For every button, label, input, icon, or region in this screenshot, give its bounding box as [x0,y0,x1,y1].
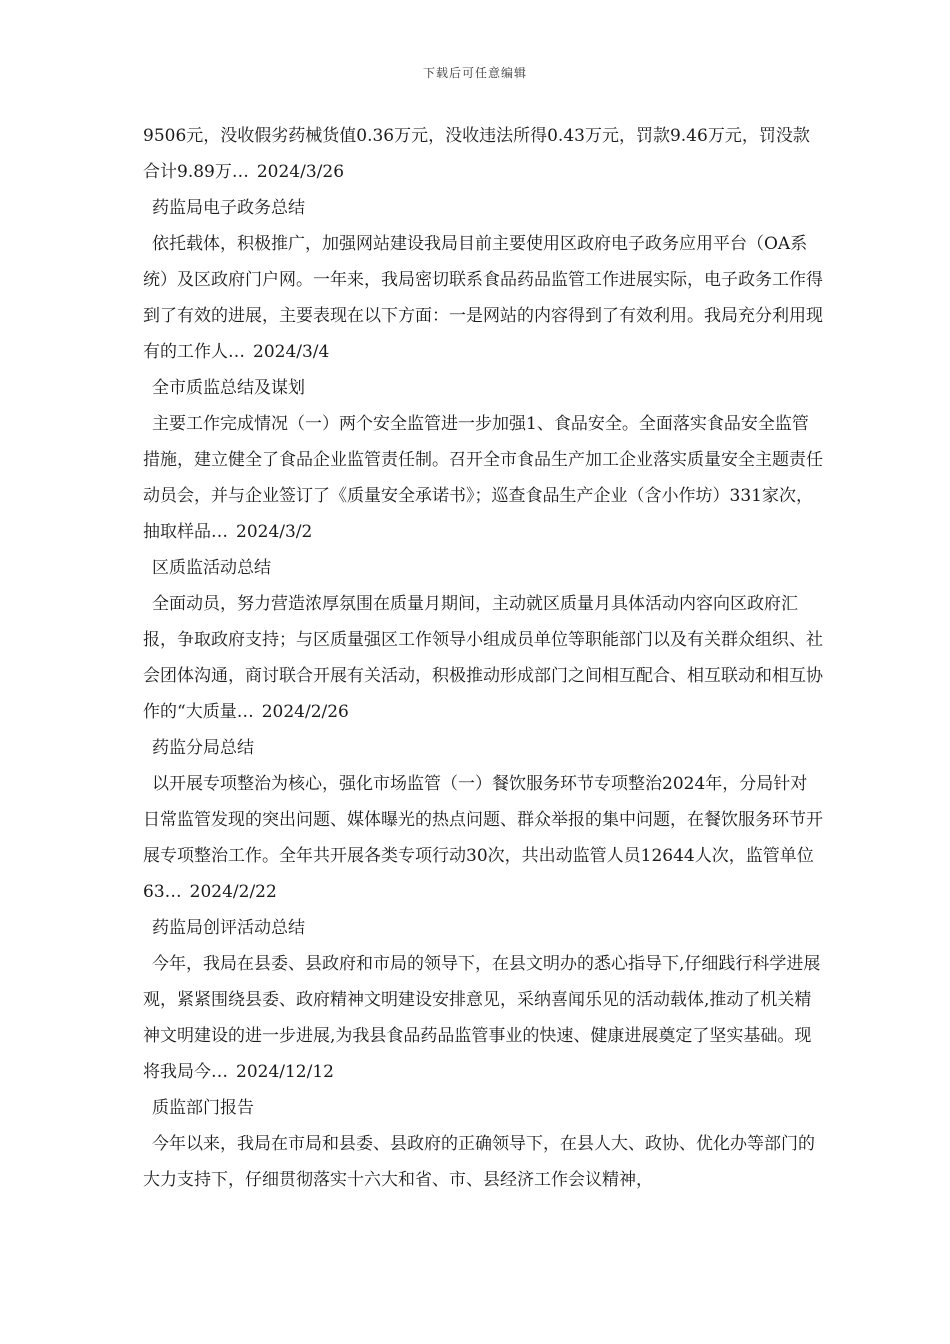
entry-excerpt: 今年，我局在县委、县政府和市局的领导下，在县文明办的悉心指导下,仔细践行科学进展观，紧紧围绕县委、政府精神文明建设安排意见，采纳喜闻乐见的活动载体,推动了机关精神文明建设的进一步进展,为我县食品药品监管事业的快速、健康进展奠定了坚实基础。现将我局今… [143,954,821,1082]
entry-title: 区质监活动总结 [152,558,271,578]
entry-excerpt: 依托载体，积极推广，加强网站建设我局目前主要使用区政府电子政务应用平台（OA系统）及区政府门户网。一年来，我局密切联系食品药品监管工作进展实际，电子政务工作得到了有效的进展，主要表现在以下方面：一是网站的内容得到了有效利用。我局充分利用现有的工作人… [143,234,823,362]
entry-excerpt: 以开展专项整治为核心，强化市场监管（一）餐饮服务环节专项整治2024年，分局针对日常监管发现的突出问题、媒体曝光的热点问题、群众举报的集中问题，在餐饮服务环节开展专项整治工作。全年共开展各类专项行动30次，共出动监管人员12644人次，监管单位63… [143,774,823,902]
entry-title: 药监局创评活动总结 [152,918,305,938]
entry-title: 质监部门报告 [152,1098,254,1118]
entry-title: 全市质监总结及谋划 [152,378,305,398]
entry-excerpt: 今年以来，我局在市局和县委、县政府的正确领导下，在县人大、政协、优化办等部门的大力支持下，仔细贯彻落实十六大和省、市、县经济工作会议精神， [143,1134,815,1190]
entry-excerpt: 全面动员，努力营造浓厚氛围在质量月期间，主动就区质量月具体活动内容向区政府汇报，争取政府支持；与区质量强区工作领导小组成员单位等职能部门以及有关群众组织、社会团体沟通，商讨联合开展有关活动，积极推动形成部门之间相互配合、相互联动和相互协作的“大质量… [143,594,823,722]
entry-excerpt: 主要工作完成情况（一）两个安全监管进一步加强1、食品安全。全面落实食品安全监管措施，建立健全了食品企业监管责任制。召开全市食品生产加工企业落实质量安全主题责任动员会，并与企业签订了《质量安全承诺书》；巡查食品生产企业（含小作坊）331家次，抽取样品… [143,414,823,542]
entry-date: 2024/3/26 [256,162,345,182]
entry-date: 2024/2/22 [189,882,277,902]
entry-date: 2024/3/4 [253,342,330,362]
entry-date: 2024/3/2 [236,522,313,542]
entry-body [143,766,823,910]
entry-body [143,946,823,1090]
entry-date: 2024/12/12 [236,1062,334,1082]
entry-title: 药监分局总结 [152,738,254,758]
entry-excerpt: 9506元，没收假劣药械货值0.36万元，没收违法所得0.43万元，罚款9.46万元，罚没款合计9.89万… [143,126,810,182]
entry-body [143,586,823,730]
entry-title: 药监局电子政务总结 [152,198,305,218]
entry-body [143,1126,823,1198]
document-body [143,118,823,1198]
entry-body [143,406,823,550]
lead-paragraph [143,118,823,190]
entry-body [143,226,823,370]
entry-date: 2024/2/26 [261,702,349,722]
page-header: 下载后可任意编辑 [422,66,527,80]
